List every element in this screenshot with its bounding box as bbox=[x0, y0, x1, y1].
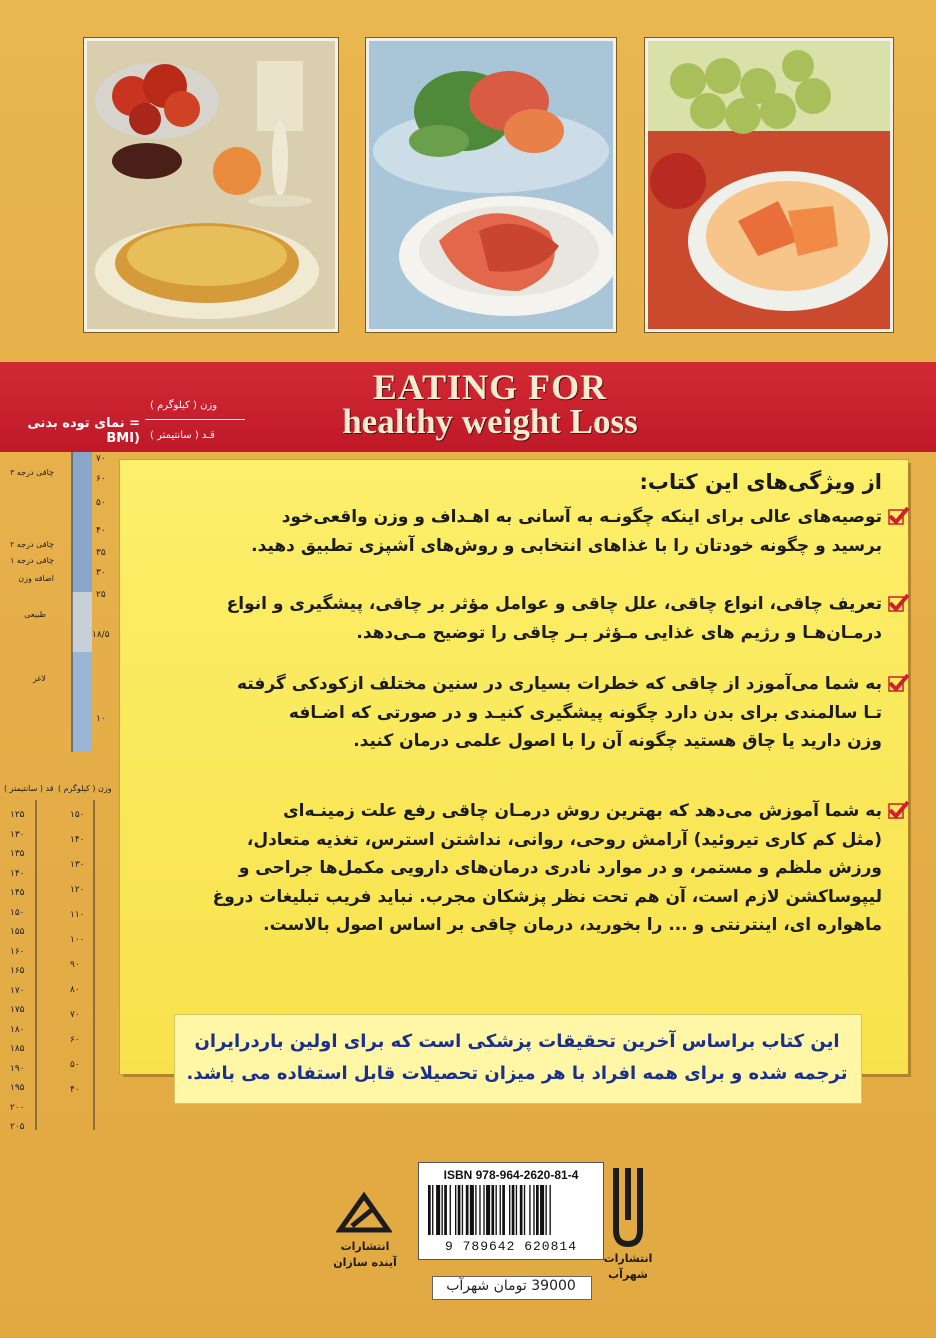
barcode-bar bbox=[491, 1185, 494, 1235]
weight-tick: ۸۰ bbox=[70, 985, 80, 995]
bmi-tick: ۶۰ bbox=[96, 474, 106, 484]
height-tick: ۱۲۵ bbox=[10, 810, 25, 820]
publisher-name: شهرآب bbox=[608, 1268, 648, 1281]
weight-tick: ۱۱۰ bbox=[70, 910, 85, 920]
feature-text: برسید و چگونه خودتان را با غذاهای انتخابی و روش‌های آشپزی تطبیق دهید. bbox=[251, 535, 882, 556]
barcode-bar bbox=[540, 1185, 544, 1235]
barcode-bar bbox=[545, 1185, 546, 1235]
height-header: قد ( سانتیمتر ) bbox=[4, 784, 54, 793]
barcode-bar bbox=[455, 1185, 456, 1235]
bmi-numerator: وزن ( کیلوگرم ) bbox=[150, 400, 218, 411]
barcode-bar bbox=[502, 1185, 505, 1235]
bmi-tick: ۱۸/۵ bbox=[92, 630, 110, 640]
feature-item bbox=[146, 590, 882, 647]
feature-item bbox=[146, 797, 882, 940]
barcode-bar bbox=[458, 1185, 461, 1235]
bmi-tick: ۴۰ bbox=[96, 526, 106, 536]
barcode-bar bbox=[450, 1185, 451, 1235]
feature-text: به شما می‌آموزد از چاقی که خطرات بسیاری در سنین مختلف ازکودکی گرفته bbox=[236, 674, 882, 694]
weight-tick: ۱۰۰ bbox=[70, 935, 85, 945]
feature-text: ماهواره ای، اینترنتی و ... را بخورید، درمان چاقی بر اساس اصول بالاست. bbox=[263, 915, 882, 935]
note-box bbox=[174, 1014, 862, 1104]
height-tick: ۱۳۵ bbox=[10, 849, 25, 859]
salad-photo bbox=[366, 38, 616, 332]
barcode-bar bbox=[500, 1185, 501, 1235]
barcode-bar bbox=[444, 1185, 447, 1235]
barcode-bar bbox=[550, 1185, 551, 1235]
note-line: ترجمه شده و برای همه افراد با هر میزان تحصیلات قابل استفاده می باشد. bbox=[186, 1063, 848, 1084]
bmi-category: لاغر bbox=[32, 674, 46, 683]
weight-tick: ۱۲۰ bbox=[70, 885, 85, 895]
bmi-tick: ۱۰ bbox=[96, 714, 106, 724]
barcode-bar bbox=[496, 1185, 497, 1235]
barcode-bar bbox=[479, 1185, 480, 1235]
bmi-tick: ۵۰ bbox=[96, 498, 106, 508]
feature-text: به شما آموزش می‌دهد که بهترین روش درمـان چاقی رفع علت زمینـه‌ای bbox=[283, 801, 882, 821]
publisher-name: آینده سازان bbox=[333, 1256, 397, 1269]
barcode-bar bbox=[529, 1185, 530, 1235]
height-tick: ۱۶۰ bbox=[10, 946, 25, 957]
feature-item bbox=[146, 503, 882, 560]
height-tick: ۱۸۵ bbox=[10, 1044, 25, 1054]
check-icon bbox=[888, 504, 910, 526]
bmi-tick: ۷۰ bbox=[96, 454, 106, 464]
barcode-bar bbox=[442, 1185, 443, 1235]
feature-item bbox=[146, 670, 882, 756]
publisher-logo-icon bbox=[608, 1160, 648, 1250]
barcode-bar bbox=[486, 1185, 490, 1235]
bmi-label: = نمای توده بدنی (BMI bbox=[27, 416, 140, 446]
book-title-line1: EATING FOR bbox=[372, 367, 608, 407]
height-tick: ۱۶۵ bbox=[10, 966, 25, 976]
bmi-category: اضافه وزن bbox=[18, 574, 54, 583]
bmi-tick: ۳۰ bbox=[96, 568, 106, 578]
publisher-name: انتشارات bbox=[603, 1252, 653, 1265]
bmi-formula bbox=[0, 400, 250, 450]
publisher-logo-icon bbox=[336, 1190, 392, 1236]
bmi-category: چاقی درجه ۱ bbox=[10, 556, 54, 565]
bmi-tick: ۲۵ bbox=[96, 590, 106, 600]
barcode-bar bbox=[432, 1185, 433, 1235]
fruit-photo bbox=[84, 38, 338, 332]
feature-text: درمـان‌هـا و رژیم های غذایی مـؤثر بـر چاقی را توضیح مـی‌دهد. bbox=[356, 622, 882, 643]
barcode-bar bbox=[516, 1185, 517, 1235]
check-icon bbox=[888, 671, 910, 693]
height-tick: ۱۵۰ bbox=[10, 907, 25, 918]
height-tick: ۱۸۰ bbox=[10, 1024, 25, 1035]
feature-text: تعریف چاقی، انواع چاقی، علل چاقی و عوامل مؤثر بر چاقی، پیشگیری و انواع bbox=[226, 594, 882, 614]
height-tick: ۱۷۵ bbox=[10, 1005, 25, 1015]
barcode-bar bbox=[475, 1185, 476, 1235]
height-tick: ۲۰۰ bbox=[10, 1102, 25, 1113]
height-tick: ۱۹۰ bbox=[10, 1063, 25, 1074]
height-tick: ۱۹۵ bbox=[10, 1083, 25, 1093]
check-icon bbox=[888, 591, 910, 613]
weight-tick: ۹۰ bbox=[70, 960, 80, 970]
book-title-line2: healthy weight Loss bbox=[342, 402, 638, 441]
barcode-bar bbox=[524, 1185, 525, 1235]
barcode-bar bbox=[512, 1185, 515, 1235]
barcode-bar bbox=[520, 1185, 523, 1235]
bmi-scale bbox=[0, 452, 112, 762]
feature-text: توصیه‌های عالی برای اینکه چگونـه به آسانی به اهـداف و وزن واقعی‌خود bbox=[281, 507, 882, 527]
isbn: ISBN 978-964-2620-81-4 bbox=[443, 1168, 579, 1182]
price: 39000 تومان شهرآب bbox=[446, 1278, 576, 1294]
weight-tick: ۵۰ bbox=[70, 1060, 80, 1070]
weight-tick: ۶۰ bbox=[70, 1035, 80, 1045]
weight-header: وزن ( کیلوگرم ) bbox=[58, 784, 112, 793]
barcode-bar bbox=[536, 1185, 539, 1235]
feature-text: وزن دارید یا چاق هستید چگونه آن را با اصول علمی درمان کنید. bbox=[353, 731, 882, 751]
height-tick: ۱۷۰ bbox=[10, 985, 25, 996]
weight-tick: ۱۴۰ bbox=[70, 835, 85, 845]
barcode-bar bbox=[462, 1185, 463, 1235]
height-weight-scale bbox=[0, 780, 112, 1140]
height-tick: ۱۵۵ bbox=[10, 927, 25, 937]
barcode-bar bbox=[509, 1185, 510, 1235]
height-tick: ۱۴۵ bbox=[10, 888, 25, 898]
bmi-tick: ۳۵ bbox=[96, 548, 106, 558]
bmi-denominator: قـد ( سانتیمتر ) bbox=[150, 430, 215, 441]
barcode-bar bbox=[436, 1185, 440, 1235]
weight-tick: ۱۳۰ bbox=[70, 860, 85, 870]
bmi-category: چاقی درجه ۳ bbox=[10, 468, 54, 477]
barcode-number: 9 789642 620814 bbox=[444, 1239, 578, 1254]
height-tick: ۱۳۰ bbox=[10, 829, 25, 840]
height-tick: ۲۰۵ bbox=[10, 1122, 25, 1132]
grapes-photo bbox=[645, 38, 893, 332]
weight-tick: ۷۰ bbox=[70, 1010, 80, 1020]
feature-text: لیپوساکشن لازم است، آن هم تحت نظر پزشکان مجرب. نباید فریب تبلیغات دروغ bbox=[212, 886, 882, 907]
barcode-bar bbox=[428, 1185, 431, 1235]
barcode-bar bbox=[466, 1185, 469, 1235]
weight-tick: ۴۰ bbox=[70, 1085, 80, 1095]
barcode-bar bbox=[533, 1185, 534, 1235]
feature-text: ورزش ملظم و مستمر، و در موارد نادری درمان‌های دارویی مکمل‌ها جراحی و bbox=[238, 858, 882, 878]
bmi-category: چاقی درجه ۲ bbox=[10, 540, 54, 549]
barcode-bars bbox=[428, 1185, 592, 1235]
barcode-bar bbox=[483, 1185, 484, 1235]
bmi-category: طبیعی bbox=[24, 610, 46, 619]
check-icon bbox=[888, 798, 910, 820]
feature-text: (مثل کم کاری تیروئید) آرامش روحی، روانی، نداشتن استرس، تغذیه متعادل، bbox=[246, 829, 882, 850]
barcode-bar bbox=[470, 1185, 474, 1235]
feature-text: تـا سالمندی برای بدن دارد چگونه پیشگیری کنیـد و در صورتی که اضـافه bbox=[288, 702, 882, 723]
weight-tick: ۱۵۰ bbox=[70, 810, 85, 820]
note-line: این کتاب براساس آخرین تحقیقات پزشکی است که برای اولین باردرایران bbox=[194, 1031, 840, 1052]
height-tick: ۱۴۰ bbox=[10, 868, 25, 879]
publisher-name: انتشارات bbox=[340, 1240, 390, 1253]
features-heading: از ویژگی‌های این کتاب: bbox=[639, 470, 882, 494]
fraction-bar bbox=[145, 419, 245, 420]
